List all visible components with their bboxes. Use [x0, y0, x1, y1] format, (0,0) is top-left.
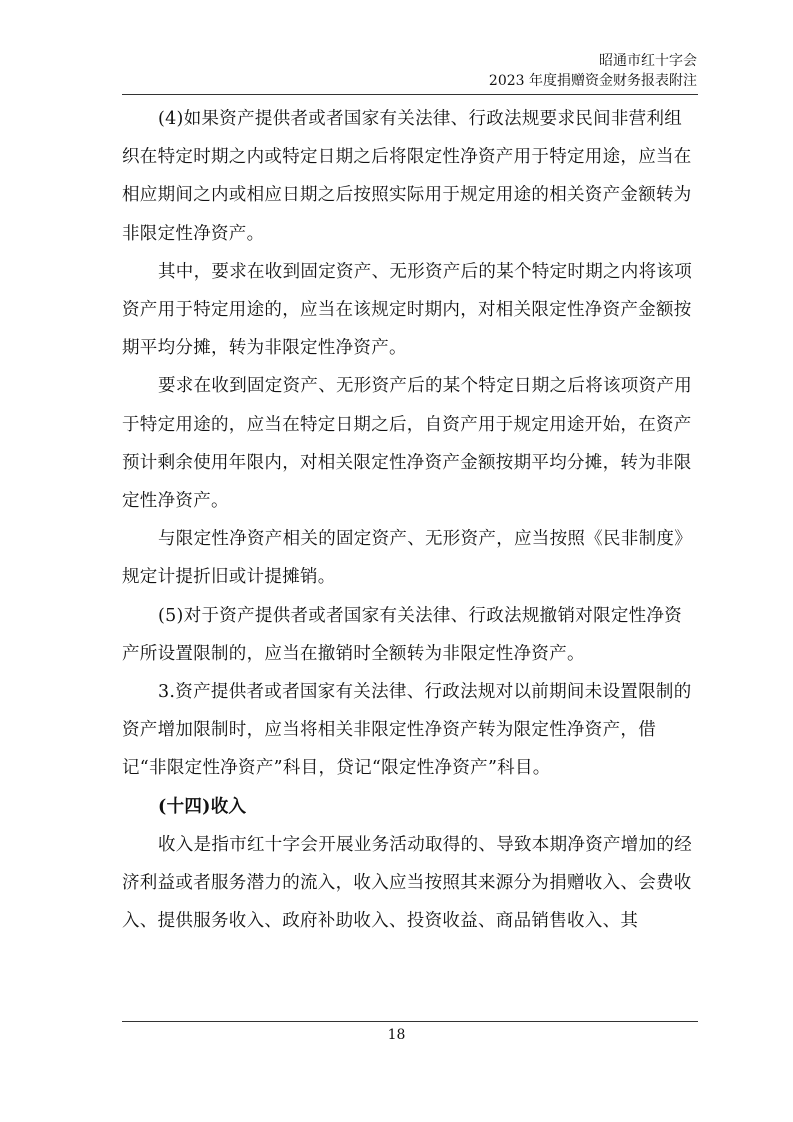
header-document-title: 2023 年度捐赠资金财务报表附注 [488, 73, 697, 89]
document-body [122, 100, 698, 940]
paragraph-revenue-definition: 收入是指市红十字会开展业务活动取得的、导致本期净资产增加的经济利益或者服务潜力的流入，收入应当按照其来源分为捐赠收入、会费收入、提供服务收入、政府补助收入、投资收益、商品销售收入、其 [122, 834, 692, 932]
header-divider [122, 94, 698, 95]
header-organization: 昭通市红十字会 [599, 53, 697, 69]
paragraph-specific-period: 其中，要求在收到固定资产、无形资产后的某个特定时期之内将该项资产用于特定用途的，应当在该规定时期内，对相关限定性净资产金额按期平均分摊，转为非限定性净资产。 [122, 261, 692, 359]
paragraph-specific-date: 要求在收到固定资产、无形资产后的某个特定日期之后将该项资产用于特定用途的，应当在特定日期之后，自资产用于规定用途开始，在资产预计剩余使用年限内，对相关限定性净资产金额按期平均分摊，转为非限定性净资产。 [122, 376, 692, 512]
paragraph-added-restrictions: 3.资产提供者或者国家有关法律、行政法规对以前期间未设置限制的资产增加限制时，应当将相关非限定性净资产转为限定性净资产，借记“非限定性净资产”科目，贷记“限定性净资产”科目。 [122, 682, 692, 779]
page-header [489, 51, 697, 91]
section-heading-revenue: (十四)收入 [158, 796, 247, 817]
footer-divider [122, 1021, 698, 1022]
paragraph-revoked-restrictions: (5)对于资产提供者或者国家有关法律、行政法规撤销对限定性净资产所设置限制的，应当在撤销时全额转为非限定性净资产。 [122, 605, 683, 664]
paragraph-depreciation: 与限定性净资产相关的固定资产、无形资产，应当按照《民非制度》规定计提折旧或计提摊销。 [122, 529, 692, 588]
page-number: 18 [387, 1027, 406, 1043]
paragraph-restricted-net-assets-release: (4)如果资产提供者或者国家有关法律、行政法规要求民间非营利组织在特定时期之内或特定日期之后将限定性净资产用于特定用途，应当在相应期间之内或相应日期之后按照实际用于规定用途的相关资产金额转为非限定性净资产。 [122, 109, 692, 244]
